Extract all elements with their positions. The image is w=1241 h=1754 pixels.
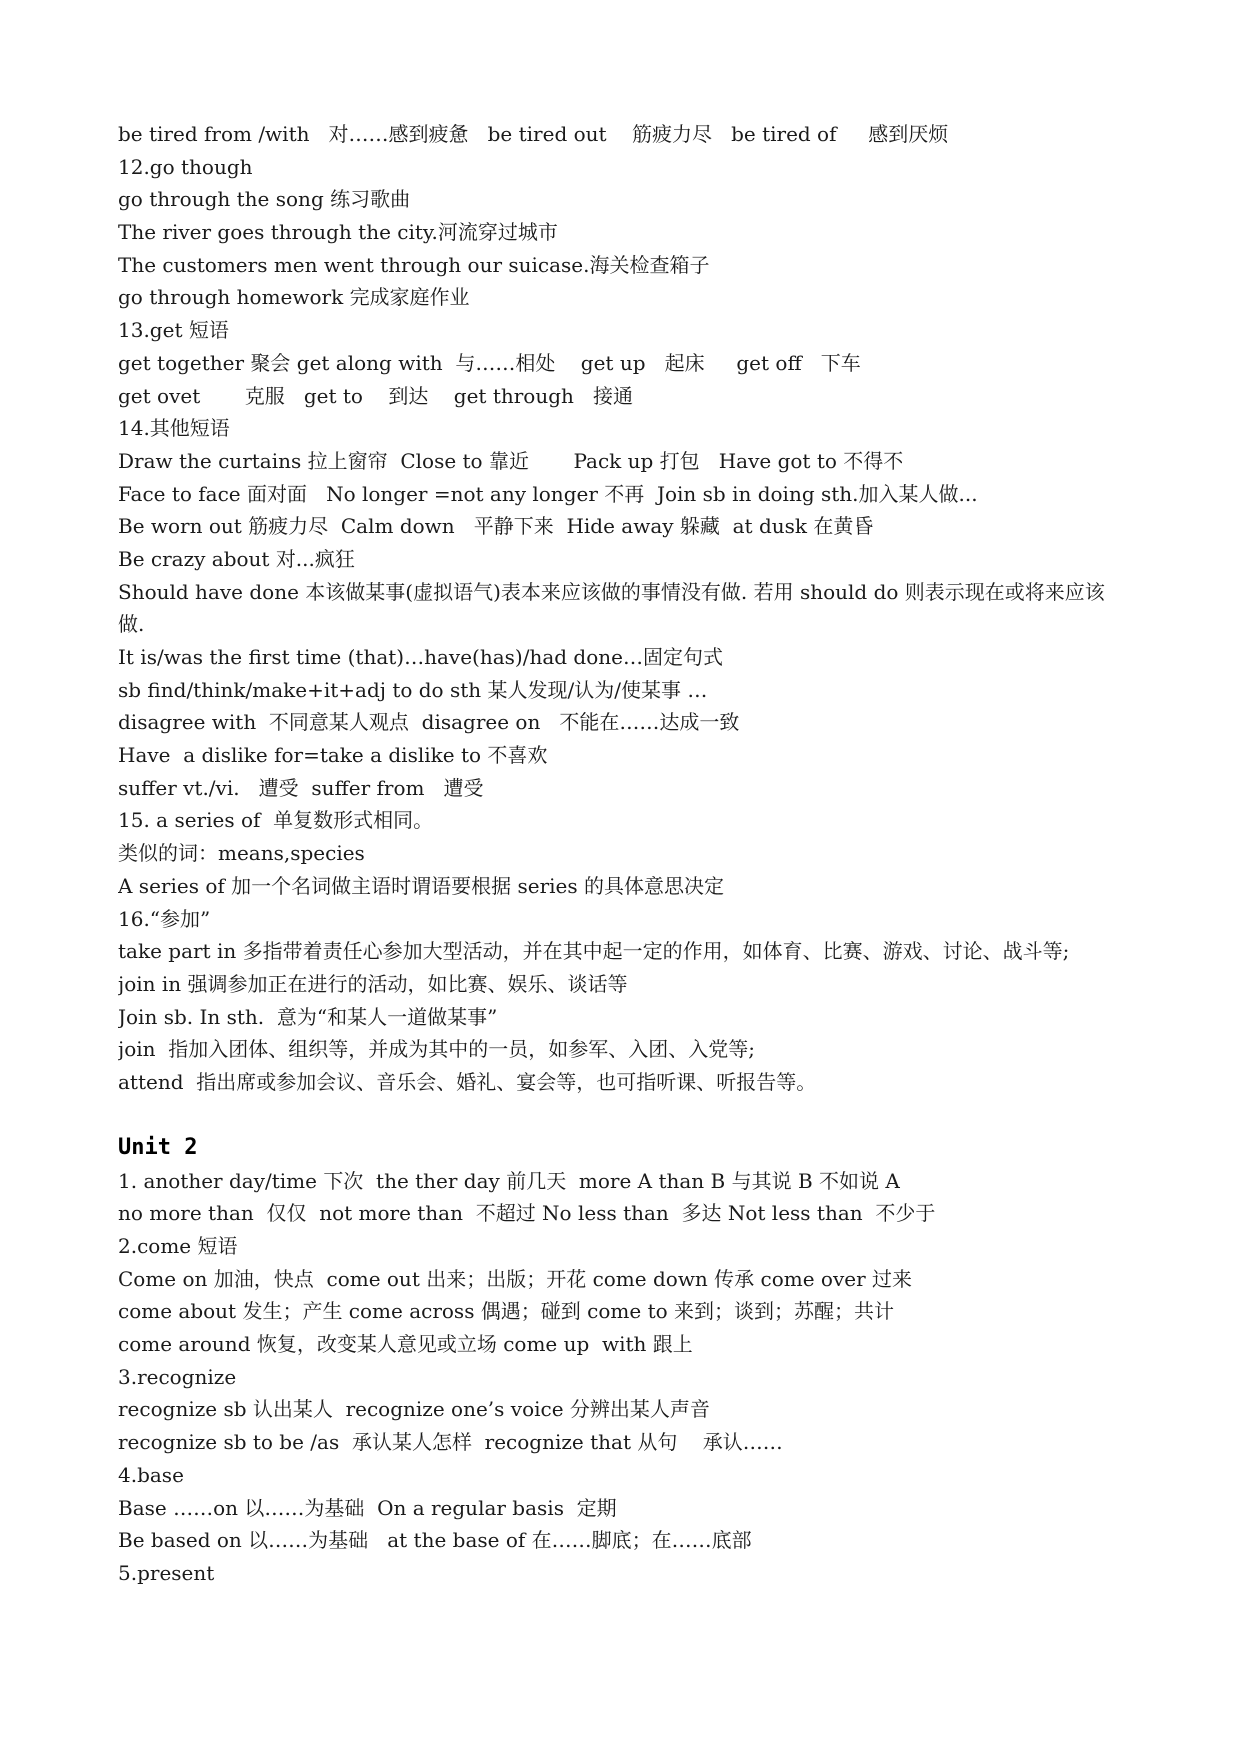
text-line: 13.get 短语 xyxy=(118,318,229,343)
text-line: 14.其他短语 xyxy=(118,416,230,441)
text-line: 3.recognize xyxy=(118,1364,237,1389)
text-line: go through homework 完成家庭作业 xyxy=(118,285,470,310)
document-body xyxy=(118,118,1128,1590)
text-line: 12.go though xyxy=(118,154,253,179)
text-line: recognize sb to be /as 承认某人怎样 recognize that 从句 承认…… xyxy=(118,1430,783,1455)
text-line: Be crazy about 对...疯狂 xyxy=(118,546,355,571)
text-line: Come on 加油，快点 come out 出来；出版；开花 come down 传承 come over 过来 xyxy=(118,1266,913,1291)
text-line: come around 恢复，改变某人意见或立场 come up with 跟上 xyxy=(118,1332,693,1357)
text-line: get ovet 克服 get to 到达 get through 接通 xyxy=(118,383,633,408)
text-line: 类似的词：means,species xyxy=(118,841,365,866)
text-line: 4.base xyxy=(118,1462,184,1487)
text-line: Base ……on 以……为基础 On a regular basis 定期 xyxy=(118,1495,617,1520)
text-line: 2.come 短语 xyxy=(118,1234,238,1259)
text-line: 1. another day/time 下次 the ther day 前几天 more A than B 与其说 B 不如说 A xyxy=(118,1168,900,1193)
text-line: recognize sb 认出某人 recognize one’s voice 分辨出某人声音 xyxy=(118,1397,710,1422)
unit-heading: Unit 2 xyxy=(118,1134,198,1160)
text-line: Be based on 以……为基础 at the base of 在……脚底；在……底部 xyxy=(118,1528,752,1553)
text-line: attend 指出席或参加会议、音乐会、婚礼、宴会等，也可指听课、听报告等。 xyxy=(118,1069,817,1094)
text-line: The river goes through the city.河流穿过城市 xyxy=(118,220,558,245)
text-line: sb find/think/make+it+adj to do sth 某人发现/认为/使某事 … xyxy=(118,677,708,702)
text-line: come about 发生；产生 come across 偶遇；碰到 come to 来到；谈到；苏醒；共计 xyxy=(118,1299,895,1324)
text-line: 15. a series of 单复数形式相同。 xyxy=(118,808,434,833)
text-line: get together 聚会 get along with 与……相处 get up 起床 get off 下车 xyxy=(118,350,861,375)
text-line: join 指加入团体、组织等，并成为其中的一员，如参军、入团、入党等; xyxy=(118,1037,755,1062)
text-line: be tired from /with 对……感到疲惫 be tired out 筋疲力尽 be tired of 感到厌烦 xyxy=(118,122,949,146)
text-line: go through the song 练习歌曲 xyxy=(118,187,411,212)
text-line: Have a dislike for=take a dislike to 不喜欢 xyxy=(118,743,548,768)
text-line: no more than 仅仅 not more than 不超过 No less than 多达 Not less than 不少于 xyxy=(118,1201,936,1226)
text-line: 16.“参加” xyxy=(118,906,211,931)
text-line: disagree with 不同意某人观点 disagree on 不能在……达成一致 xyxy=(118,710,740,735)
section-gap xyxy=(118,1099,1128,1131)
text-line: It is/was the first time (that)…have(has)/had done…固定句式 xyxy=(118,645,723,670)
paragraph-take-part-in: take part in 多指带着责任心参加大型活动，并在其中起一定的作用，如体育、比赛、游戏、讨论、战斗等; xyxy=(118,939,1070,964)
text-line: Draw the curtains 拉上窗帘 Close to 靠近 Pack up 打包 Have got to 不得不 xyxy=(118,448,904,473)
text-line: join in 强调参加正在进行的活动，如比赛、娱乐、谈话等 xyxy=(118,971,628,996)
text-line: The customers men went through our suicase.海关检查箱子 xyxy=(118,252,710,277)
text-line: 5.present xyxy=(118,1560,215,1585)
text-line: A series of 加一个名词做主语时谓语要根据 series 的具体意思决定 xyxy=(118,873,724,898)
text-line: Be worn out 筋疲力尽 Calm down 平静下来 Hide away 躲藏 at dusk 在黄昏 xyxy=(118,514,874,539)
text-line: suffer vt./vi. 遭受 suffer from 遭受 xyxy=(118,775,484,800)
text-line: Join sb. In sth. 意为“和某人一道做某事” xyxy=(118,1004,498,1029)
paragraph-should-have-done: Should have done 本该做某事(虚拟语气)表本来应该做的事情没有做. 若用 should do 则表示现在或将来应该做. xyxy=(118,579,1105,637)
text-line: Face to face 面对面 No longer =not any longer 不再 Join sb in doing sth.加入某人做... xyxy=(118,481,978,506)
